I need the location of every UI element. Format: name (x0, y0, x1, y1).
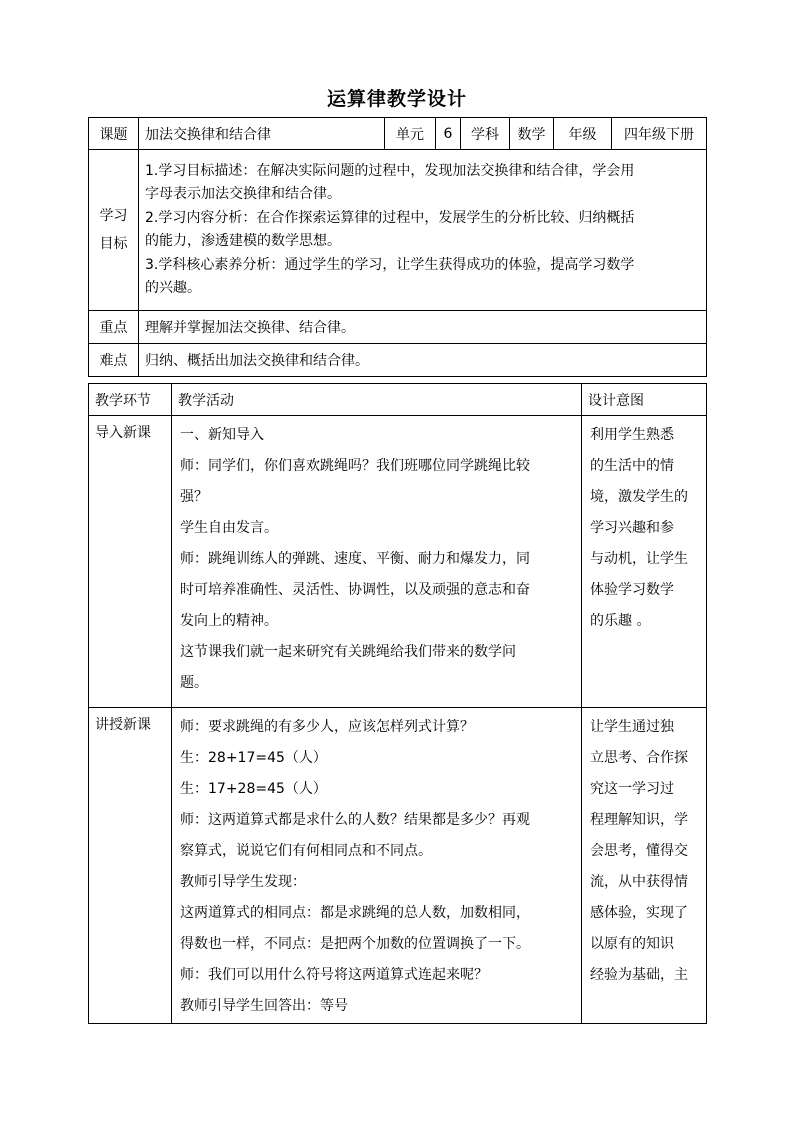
activity-line: 题。 (180, 675, 208, 691)
intent-line: 会思考，懂得交 (590, 843, 688, 859)
activity-line: 时可培养准确性、灵活性、协调性，以及顽强的意志和奋 (180, 582, 530, 598)
intent-line: 与动机，让学生 (590, 551, 688, 567)
table-row (89, 708, 707, 1024)
activity-line: 生：28+17=45（人） (180, 750, 327, 766)
intent-line: 让学生通过独 (590, 719, 674, 735)
intent-cell (582, 416, 707, 708)
activity-line: 师：要求跳绳的有多少人，应该怎样列式计算？ (180, 719, 474, 735)
intent-line: 立思考、合作探 (590, 750, 688, 766)
page-title: 运算律教学设计 (326, 88, 467, 110)
activity-line: 学生自由发言。 (180, 520, 278, 536)
intent-cell (582, 708, 707, 1024)
stage-cell: 讲授新课 (89, 708, 172, 1024)
unit-label: 单元 (385, 118, 436, 150)
lesson-info-table (88, 117, 707, 377)
unit-value: 6 (436, 118, 461, 150)
activity-line: 强？ (180, 489, 208, 505)
subject-value: 数学 (510, 118, 554, 150)
intent-line: 以原有的知识 (590, 936, 674, 952)
key-point-label: 重点 (89, 311, 139, 344)
objective-line: 字母表示加法交换律和结合律。 (145, 186, 341, 202)
objective-line: 的兴趣。 (145, 280, 201, 296)
intent-line: 的乐趣 。 (590, 613, 651, 629)
activity-line: 发向上的精神。 (180, 613, 278, 629)
activity-line: 察算式，说说它们有何相同点和不同点。 (180, 843, 432, 859)
activity-line: 一、新知导入 (180, 427, 264, 443)
intent-line: 境，激发学生的 (590, 489, 688, 505)
header-stage: 教学环节 (89, 384, 172, 416)
activity-line: 师：我们可以用什么符号将这两道算式连起来呢？ (180, 967, 488, 983)
intent-line: 利用学生熟悉 (590, 427, 674, 443)
activity-line: 教师引导学生发现： (180, 874, 306, 890)
intent-line: 的生活中的情 (590, 458, 674, 474)
activity-cell (172, 708, 582, 1024)
topic-value: 加法交换律和结合律 (139, 118, 385, 150)
intent-line: 流，从中获得情 (590, 874, 688, 890)
objective-line: 2.学习内容分析：在合作探索运算律的过程中，发展学生的分析比较、归纳概括 (145, 209, 635, 226)
objective-line: 3.学科核心素养分析：通过学生的学习，让学生获得成功的体验，提高学习数学 (145, 256, 635, 273)
intent-line: 究这一学习过 (590, 781, 674, 797)
activity-line: 师：同学们，你们喜欢跳绳吗？我们班哪位同学跳绳比较 (180, 458, 530, 474)
grade-value: 四年级下册 (612, 118, 707, 150)
teaching-plan-table (88, 383, 707, 1024)
activity-cell (172, 416, 582, 708)
intent-line: 程理解知识，学 (590, 812, 688, 828)
activity-line: 教师引导学生回答出：等号 (180, 998, 348, 1014)
objective-line: 的能力，渗透建模的数学思想。 (145, 233, 341, 249)
objectives-content (139, 150, 707, 311)
difficulty-label: 难点 (89, 344, 139, 377)
activity-line: 这两道算式的相同点：都是求跳绳的总人数，加数相同， (180, 905, 530, 921)
table-row (89, 416, 707, 708)
objective-line: 1.学习目标描述：在解决实际问题的过程中，发现加法交换律和结合律，学会用 (145, 162, 635, 179)
activity-line: 师：这两道算式都是求什么的人数？结果都是多少？再观 (180, 812, 530, 828)
activity-line: 师：跳绳训练人的弹跳、速度、平衡、耐力和爆发力，同 (180, 551, 530, 567)
header-intent: 设计意图 (582, 384, 707, 416)
intent-line: 体验学习数学 (590, 582, 674, 598)
topic-label: 课题 (89, 118, 139, 150)
intent-line: 感体验，实现了 (590, 905, 688, 921)
objectives-label: 学习目标 (89, 150, 139, 311)
subject-label: 学科 (461, 118, 510, 150)
grade-label: 年级 (554, 118, 612, 150)
intent-line: 学习兴趣和参 (590, 520, 674, 536)
difficulty-value: 归纳、概括出加法交换律和结合律。 (139, 344, 707, 377)
activity-line: 得数也一样，不同点：是把两个加数的位置调换了一下。 (180, 936, 530, 952)
header-activity: 教学活动 (172, 384, 582, 416)
intent-line: 经验为基础，主 (590, 967, 688, 983)
stage-cell: 导入新课 (89, 416, 172, 708)
key-point-value: 理解并掌握加法交换律、结合律。 (139, 311, 707, 344)
activity-line: 生：17+28=45（人） (180, 781, 327, 797)
activity-line: 这节课我们就一起来研究有关跳绳给我们带来的数学问 (180, 644, 516, 660)
